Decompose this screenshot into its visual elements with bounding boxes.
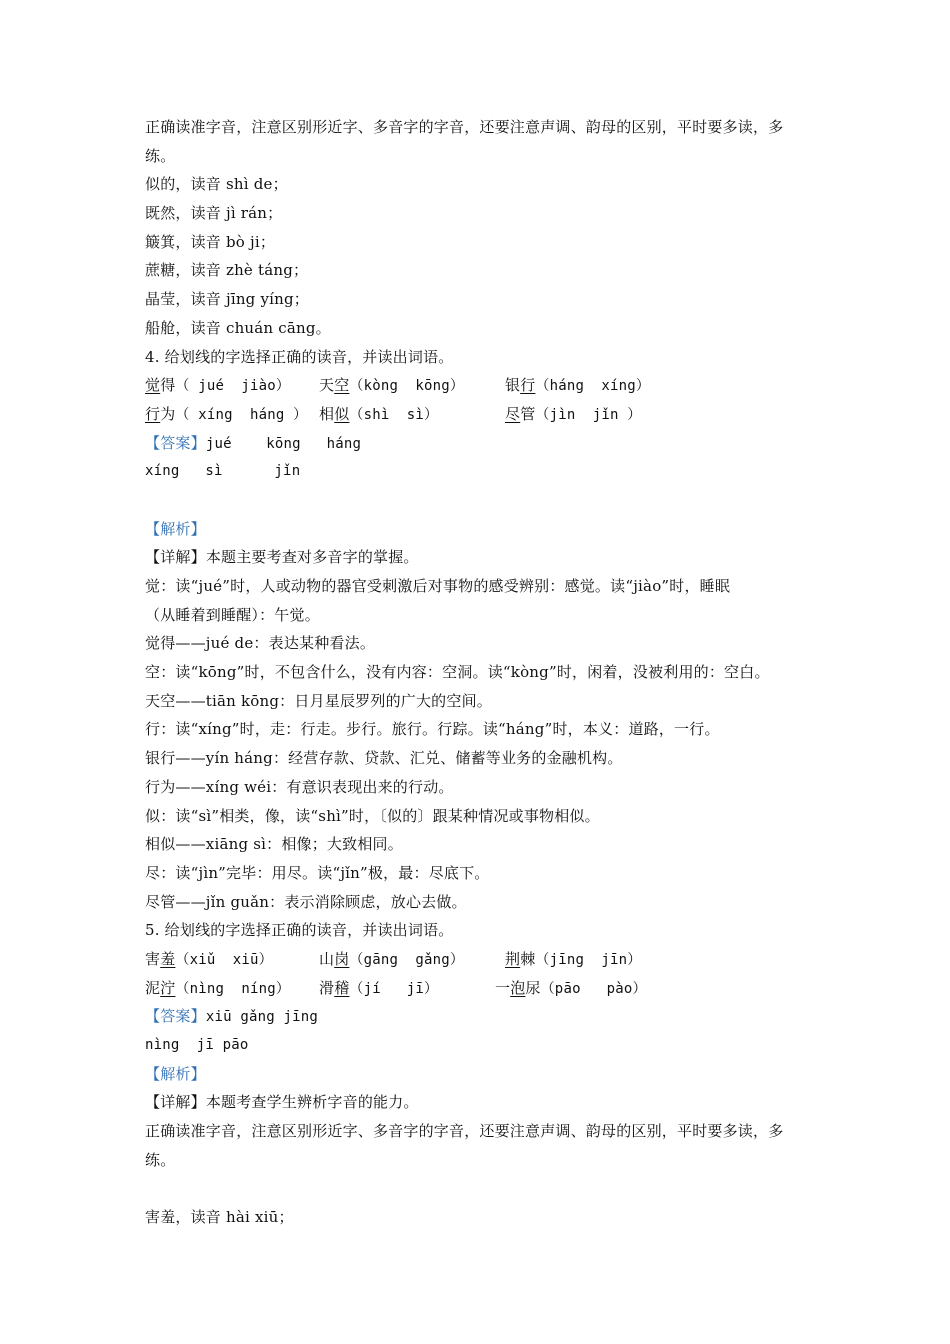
text-line: 银行——yín háng：经营存款、贷款、汇兑、储蓄等业务的金融机构。 xyxy=(145,749,623,768)
detail-line: 【详解】本题主要考查对多音字的掌握。 xyxy=(145,548,419,567)
question-4-row-1 xyxy=(145,371,815,400)
text-line: 练。 xyxy=(145,1150,176,1169)
answer-text: nìng jī pāo xyxy=(145,1037,249,1053)
detail-tag: 【详解】 xyxy=(145,1093,206,1112)
spacer xyxy=(145,1174,815,1203)
answer-text: xíng sì jǐn xyxy=(145,463,301,480)
answer-text: xiū gǎng jīng xyxy=(205,1009,318,1026)
detail-line: 【详解】本题考查学生辨析字音的能力。 xyxy=(145,1093,419,1112)
text-line: 正确读准字音，注意区别形近字、多音字的字音，还要注意声调、韵母的区别，平时要多读，多 xyxy=(145,1122,784,1141)
text-line: 簸箕，读音 bò ji； xyxy=(145,232,276,251)
analysis-tag: 【解析】 xyxy=(145,1064,206,1083)
word-item: 尽管（jìn jǐn ） xyxy=(505,404,642,423)
answer-text: jué kōng háng xyxy=(205,435,362,452)
question-5-row-2 xyxy=(145,974,815,1003)
text-line: 相似——xiāng sì：相像；大致相同。 xyxy=(145,835,403,854)
text-line: 练。 xyxy=(145,146,176,165)
text-line: 害羞，读音 hài xiū； xyxy=(145,1208,294,1227)
word-item: 银行（háng xíng） xyxy=(505,376,651,395)
word-item: 泥泞（nìng níng） xyxy=(145,978,291,997)
word-item: 天空（kòng kōng） xyxy=(319,376,465,395)
word-item: 觉得（ jué jiào） xyxy=(145,376,291,395)
question-5-title: 5. 给划线的字选择正确的读音，并读出词语。 xyxy=(145,921,454,940)
text-line: 似：读“sì”相类，像，读“shì”时，〔似的〕跟某种情况或事物相似。 xyxy=(145,806,600,825)
word-item: 滑稽（jí jī） xyxy=(319,978,439,997)
question-5-row-1 xyxy=(145,945,815,974)
text-line: 船舱，读音 chuán cāng。 xyxy=(145,318,331,337)
word-item: 相似（shì sì） xyxy=(319,404,439,423)
text-line: 尽：读“jìn”完毕：用尽。读“jǐn”极，最：尽底下。 xyxy=(145,863,490,882)
text-line: （从睡着到睡醒）：午觉。 xyxy=(145,605,320,624)
text-line: 觉：读“jué”时，人或动物的器官受刺激后对事物的感受辨别：感觉。读“jiào”时，睡眠 xyxy=(145,577,731,595)
text-line: 正确读准字音，注意区别形近字、多音字的字音，还要注意声调、韵母的区别，平时要多读，多 xyxy=(145,118,784,136)
word-item: 一泡尿（pāo pào） xyxy=(495,978,647,997)
answer-line xyxy=(145,429,815,458)
text-line: 觉得——jué de：表达某种看法。 xyxy=(145,634,376,653)
answer-tag: 【答案】 xyxy=(145,1007,206,1026)
word-item: 山岗（gāng gǎng） xyxy=(319,949,465,968)
analysis-tag: 【解析】 xyxy=(145,519,206,538)
word-item: 荆棘（jīng jīn） xyxy=(505,949,642,968)
detail-tag: 【详解】 xyxy=(145,548,206,567)
text-line: 行为——xíng wéi：有意识表现出来的行动。 xyxy=(145,777,454,796)
text-line: 行：读“xíng”时，走：行走。步行。旅行。行踪。读“háng”时，本义：道路，一行。 xyxy=(145,720,720,739)
answer-line xyxy=(145,1002,815,1031)
text-line: 蔗糖，读音 zhè táng； xyxy=(145,261,309,280)
word-item: 行为（ xíng háng ） xyxy=(145,404,308,423)
text-line: 既然，读音 jì rán； xyxy=(145,204,283,223)
document-page xyxy=(145,113,815,1232)
text-line: 似的，读音 shì de； xyxy=(145,175,288,194)
question-4-title: 4. 给划线的字选择正确的读音，并读出词语。 xyxy=(145,347,454,366)
text-line: 尽管——jǐn guǎn：表示消除顾虑，放心去做。 xyxy=(145,892,467,911)
answer-tag: 【答案】 xyxy=(145,433,206,452)
text-line: 晶莹，读音 jīng yíng； xyxy=(145,290,309,309)
spacer xyxy=(145,486,815,515)
question-4-row-2 xyxy=(145,400,815,429)
text-line: 空：读“kōng”时，不包含什么，没有内容：空洞。读“kòng”时，闲着，没被利用的：空白。 xyxy=(145,663,770,682)
text-line: 天空——tiān kōng：日月星辰罗列的广大的空间。 xyxy=(145,691,492,710)
word-item: 害羞（xiǔ xiū） xyxy=(145,949,273,968)
